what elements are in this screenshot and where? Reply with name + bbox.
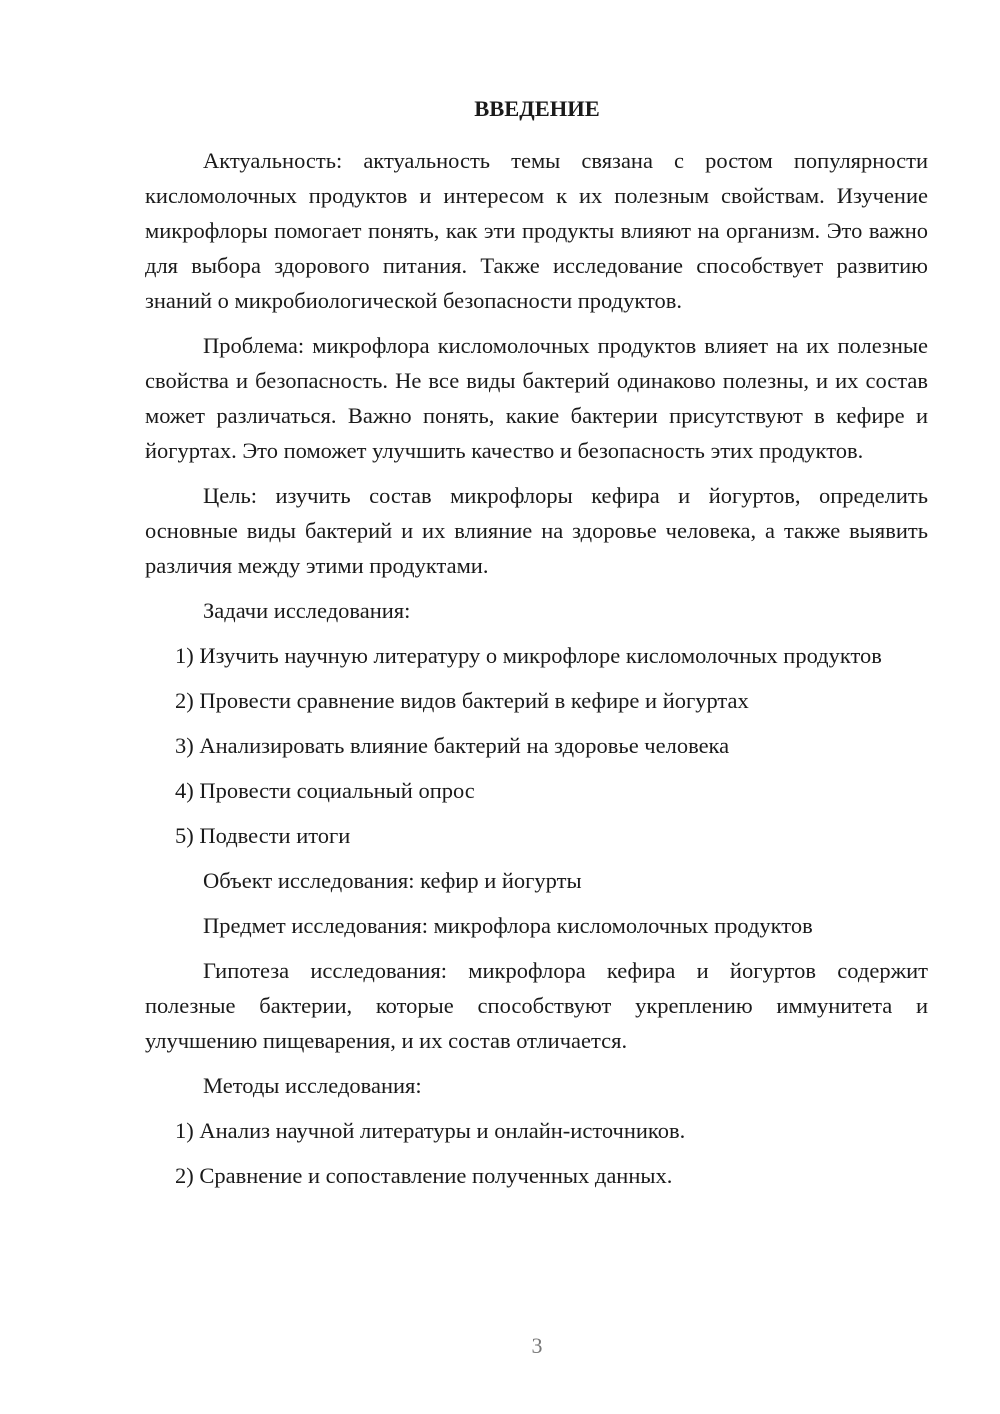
object-paragraph: Объект исследования: кефир и йогурты [203,868,582,893]
method-item: 2) Сравнение и сопоставление полученных данных. [175,1163,673,1188]
task-item: 1) Изучить научную литературу о микрофлоре кисломолочных продуктов [175,643,882,668]
document-body [145,143,928,1193]
task-item: 2) Провести сравнение видов бактерий в кефире и йогуртах [175,688,749,713]
section-heading: ВВЕДЕНИЕ [474,96,600,121]
goal-paragraph: Цель: изучить состав микрофлоры кефира и йогуртов, определить основные виды бактерий и их влияние на здоровье человека, а также выявить различия между этими продуктами. [145,483,928,578]
tasks-title: Задачи исследования: [203,598,411,623]
page-number: 3 [531,1333,543,1358]
problem-paragraph: Проблема: микрофлора кисломолочных продуктов влияет на их полезные свойства и безопасность. Не все виды бактерий одинаково полезны, и их состав может различаться. Важно понять, какие бактерии присутствуют в кефире и йогуртах. Это поможет улучшить качество и безопасность этих продуктов. [145,333,928,463]
method-item: 1) Анализ научной литературы и онлайн-источников. [175,1118,686,1143]
subject-paragraph: Предмет исследования: микрофлора кисломолочных продуктов [203,913,813,938]
task-item: 5) Подвести итоги [175,823,351,848]
hypothesis-paragraph: Гипотеза исследования: микрофлора кефира и йогуртов содержит полезные бактерии, которые способствуют укреплению иммунитета и улучшению пищеварения, и их состав отличается. [145,958,928,1053]
relevance-paragraph: Актуальность: актуальность темы связана с ростом популярности кисломолочных продуктов и интересом к их полезным свойствам. Изучение микрофлоры помогает понять, как эти продукты влияют на организм. Это важно для выбора здорового питания. Также исследование способствует развитию знаний о микробиологической безопасности продуктов. [145,148,928,313]
methods-title: Методы исследования: [203,1073,422,1098]
task-item: 4) Провести социальный опрос [175,778,475,803]
task-item: 3) Анализировать влияние бактерий на здоровье человека [175,733,730,758]
